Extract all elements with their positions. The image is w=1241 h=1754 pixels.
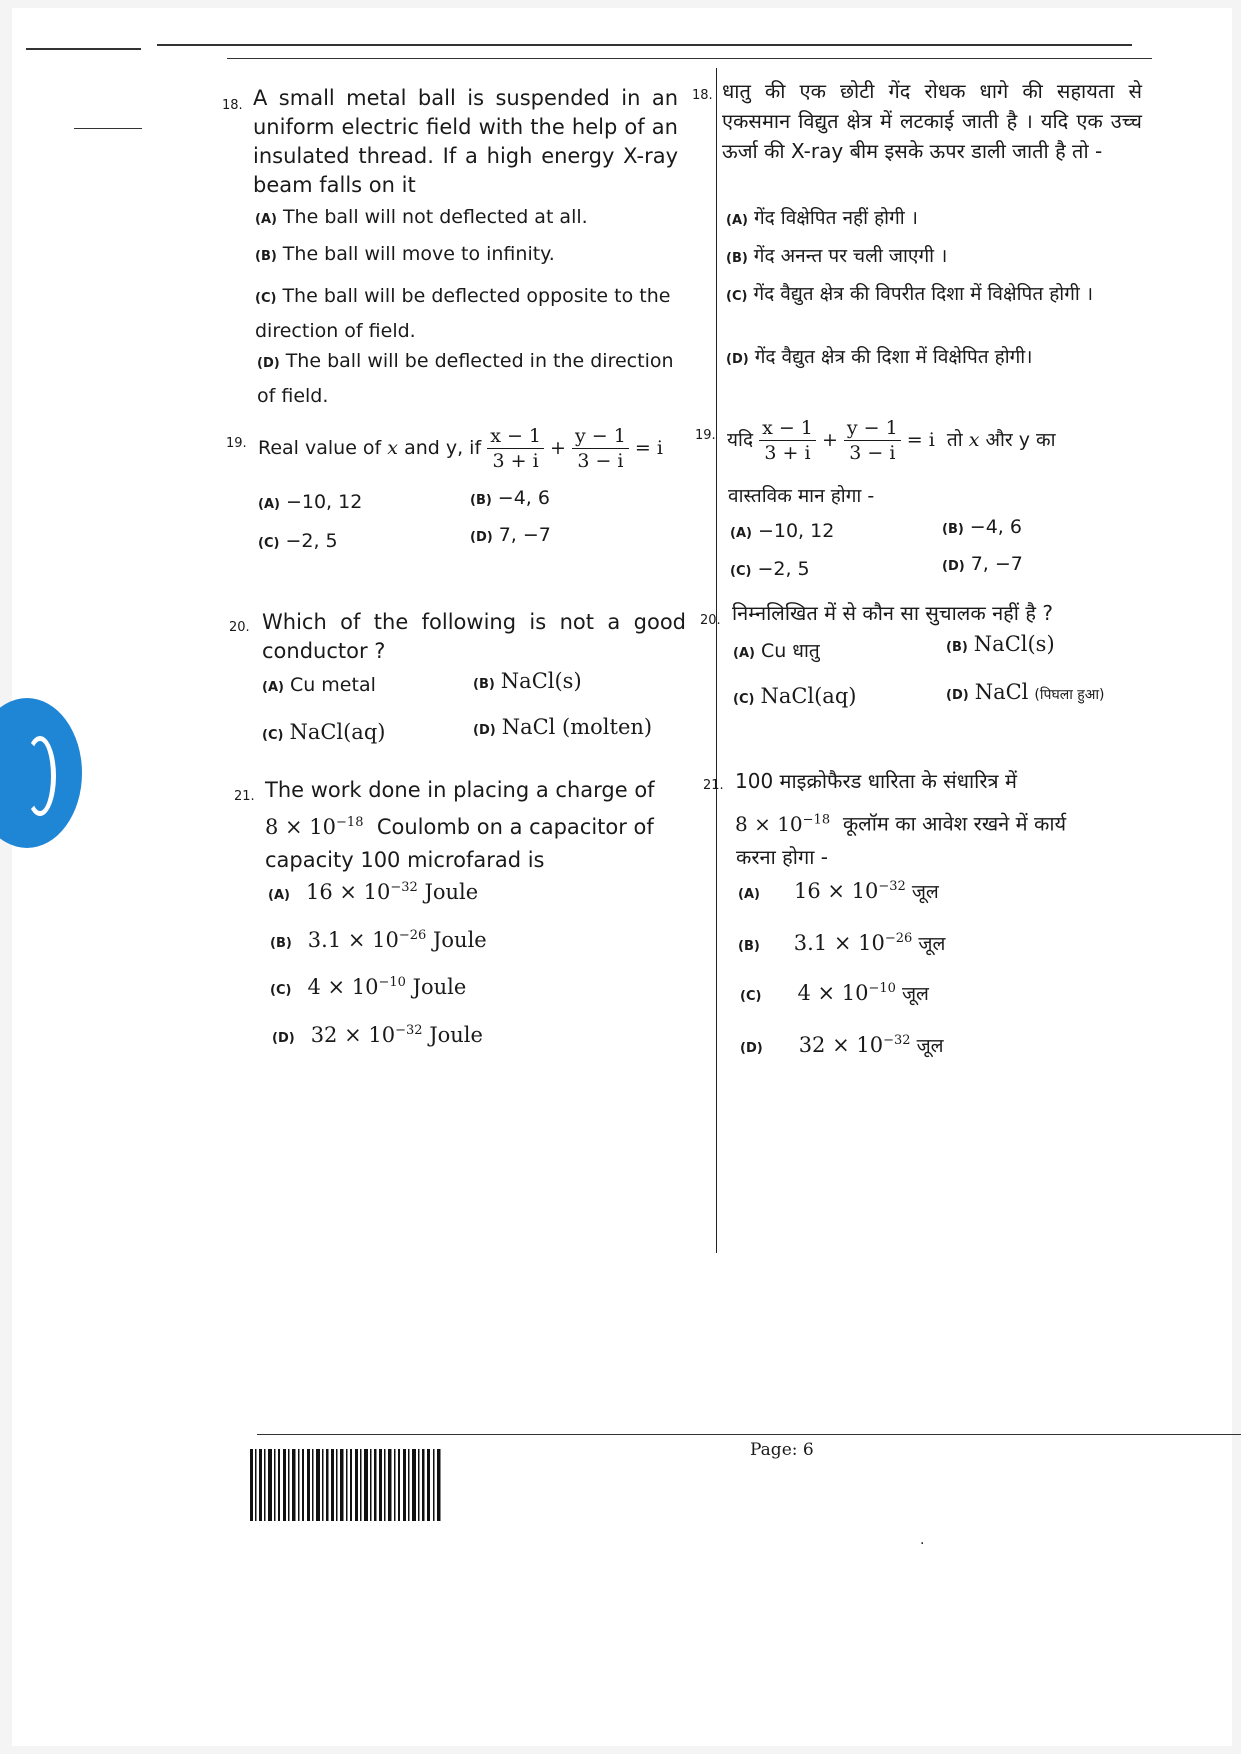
- question-number: 19.: [695, 428, 716, 443]
- question-text: Which of the following is not a good conductor ?: [262, 610, 686, 663]
- option-a: (A) Cu धातु: [733, 640, 820, 662]
- question-number: 20.: [700, 613, 721, 628]
- question-number: 18.: [692, 88, 713, 103]
- question-text: निम्नलिखित में से कौन सा सुचालक नहीं है ?: [732, 601, 1053, 625]
- option-c: (C) $4 \times 10^{-10}$ जूल: [740, 981, 929, 1005]
- option-d: (D) $32 \times 10^{-32}$ जूल: [740, 1033, 944, 1057]
- option-a: (A) गेंद विक्षेपित नहीं होगी ।: [726, 207, 918, 229]
- option-a: (A) −10, 12: [258, 491, 363, 513]
- fraction-2: $\frac{y - 1}{3 - i}$: [572, 424, 629, 473]
- option-a: (A) −10, 12: [730, 520, 835, 542]
- option-a: (A) $16 \times 10^{-32}$ Joule: [268, 880, 479, 904]
- question-number: 19.: [226, 436, 247, 451]
- option-b: (B) $3.1 \times 10^{-26}$ Joule: [270, 928, 487, 952]
- fraction-1: $\frac{x - 1}{3 + i}$: [487, 424, 544, 473]
- question-text: A small metal ball is suspended in an uniform electric field with the help of an insulated thread. If a high energy X-ray beam falls on it: [253, 86, 678, 197]
- footer-rule: [257, 1434, 1241, 1435]
- question-text-line3: capacity 100 microfarad is: [265, 848, 545, 872]
- question-text: धातु की एक छोटी गेंद रोधक धागे की सहायता से एकसमान विद्युत क्षेत्र में लटकाई जाती है । यदि एक उच्च ऊर्जा की X-ray बीम इसके ऊपर डाली जाती है तो -: [722, 79, 1142, 163]
- question-number: 18.: [222, 98, 243, 113]
- question-number: 21.: [703, 778, 724, 793]
- option-d: (D) $32 \times 10^{-32}$ Joule: [272, 1023, 483, 1047]
- margin-rule: [74, 128, 142, 129]
- option-c: (C) $4 \times 10^{-10}$ Joule: [270, 975, 467, 999]
- question-number: 20.: [229, 620, 250, 635]
- option-c: (C) NaCl(aq): [733, 684, 857, 708]
- fraction-2: $\frac{y - 1}{3 - i}$: [844, 416, 901, 465]
- option-d: (D) 7, −7: [470, 524, 551, 546]
- option-d: (D) गेंद वैद्युत क्षेत्र की दिशा में विक्षेपित होगी।: [726, 346, 1033, 368]
- option-c: (C) The ball will be deflected opposite to the direction of field.: [255, 285, 671, 342]
- option-a: (A) Cu metal: [262, 674, 376, 696]
- option-c: (C) −2, 5: [730, 558, 810, 580]
- blue-punch-mark: [0, 698, 82, 848]
- stray-mark: ·: [920, 1536, 925, 1552]
- option-b: (B) −4, 6: [942, 516, 1022, 538]
- question-number: 21.: [234, 789, 255, 804]
- question-paper-page: [12, 8, 1232, 1746]
- fraction-1: $\frac{x - 1}{3 + i}$: [759, 416, 816, 465]
- header-rule: [227, 58, 1152, 59]
- question-text: यदि $\frac{x - 1}{3 + i}$ + $\frac{y - 1}{3 - i}$ = i तो x और y का: [727, 417, 1056, 464]
- option-b: (B) $3.1 \times 10^{-26}$ जूल: [738, 931, 946, 955]
- top-rule: [157, 44, 1132, 46]
- question-text: Real value of x and y, if $\frac{x - 1}{3 + i}$ + $\frac{y - 1}{3 - i}$ = i: [258, 425, 663, 472]
- question-text-line2: वास्तविक मान होगा -: [728, 485, 875, 507]
- option-a: (A) The ball will not deflected at all.: [255, 206, 588, 228]
- option-c: (C) −2, 5: [258, 530, 338, 552]
- option-d: (D) 7, −7: [942, 553, 1023, 575]
- top-rule-left: [26, 48, 141, 50]
- column-separator: [716, 68, 717, 1253]
- page-number: Page: 6: [750, 1440, 814, 1460]
- option-b: (B) गेंद अनन्त पर चली जाएगी ।: [726, 245, 948, 267]
- question-text-line2: $8 \times 10^{-18}$ Coulomb on a capacitor of: [265, 815, 654, 839]
- option-b: (B) NaCl(s): [473, 669, 582, 693]
- question-text-line3: करना होगा -: [736, 845, 828, 869]
- option-c: (C) NaCl(aq): [262, 720, 386, 744]
- question-text-line1: The work done in placing a charge of: [265, 778, 655, 802]
- option-c: (C) गेंद वैद्युत क्षेत्र की विपरीत दिशा में विक्षेपित होगी ।: [726, 283, 1094, 305]
- question-text-line1: 100 माइक्रोफैरड धारिता के संधारित्र में: [735, 769, 1017, 793]
- question-text-line2: $8 \times 10^{-18}$ कूलॉम का आवेश रखने में कार्य: [735, 811, 1067, 836]
- barcode-image: [250, 1449, 445, 1525]
- option-b: (B) −4, 6: [470, 487, 550, 509]
- option-d: (D) NaCl (पिघला हुआ): [946, 680, 1105, 704]
- option-b: (B) NaCl(s): [946, 632, 1055, 656]
- option-a: (A) $16 \times 10^{-32}$ जूल: [738, 879, 939, 903]
- option-d: (D) NaCl (molten): [473, 715, 653, 739]
- option-d: (D) The ball will be deflected in the direction of field.: [257, 350, 674, 407]
- option-b: (B) The ball will move to infinity.: [255, 243, 555, 265]
